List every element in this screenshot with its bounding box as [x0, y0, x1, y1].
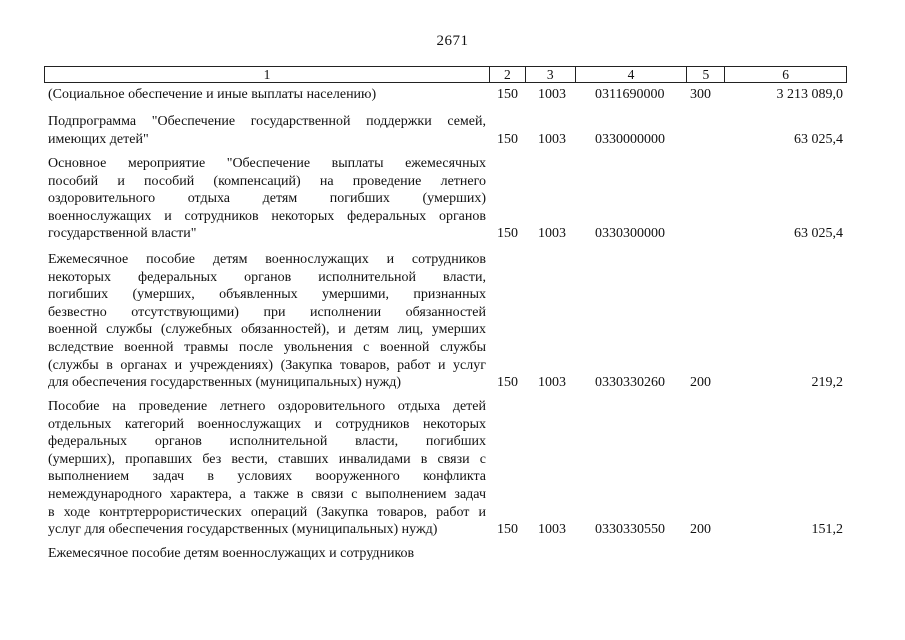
col-3-value: 1003 — [538, 522, 566, 538]
header-col-5: 5 — [687, 67, 725, 82]
row-description — [48, 398, 486, 539]
row-description — [48, 86, 486, 104]
description-line: военнослужащих и сотрудников некоторых федеральных органов — [48, 208, 486, 224]
row-description — [48, 251, 486, 392]
col-2-value: 150 — [497, 226, 518, 242]
col-2-value: 150 — [497, 522, 518, 538]
col-4-value: 0311690000 — [595, 87, 665, 102]
col-6-value: 219,2 — [811, 375, 843, 391]
description-line: (умерших), пропавших без вести, ставших инвалидами в связи с — [48, 451, 486, 467]
description-line: для обеспечения государственных (муниципальных) нужд) — [48, 375, 402, 391]
col-6-value: 63 025,4 — [794, 131, 843, 147]
header-col-4: 4 — [576, 67, 688, 82]
description-line: (службы в органах и учреждениях) (Закупка товаров, работ и услуг — [48, 357, 486, 373]
description-line: в ходе контртеррористических операций (Закупка товаров, работ и — [48, 504, 486, 520]
col-3-value: 1003 — [538, 131, 566, 147]
row-description — [48, 113, 486, 148]
header-col-3: 3 — [526, 67, 576, 82]
col-5-value: 200 — [690, 375, 711, 391]
col-4-value: 0330330550 — [595, 522, 665, 538]
description-line: Ежемесячное пособие детям военнослужащих и сотрудников — [48, 252, 486, 267]
col-6-value: 151,2 — [811, 522, 843, 538]
col-2-value: 150 — [497, 375, 518, 391]
description-line: федеральных органов исполнительной власти, погибших — [48, 434, 486, 450]
row-description — [48, 545, 486, 563]
description-line: безвестно отсутствующими) при исполнении обязанностей — [48, 304, 486, 320]
description-line: военной службы (служебных обязанностей), и детям лиц, умерших — [48, 322, 486, 338]
description-line: имеющих детей" — [48, 131, 149, 147]
description-line: Пособие на проведение летнего оздоровительного отдыха детей — [48, 399, 486, 414]
col-3-value: 1003 — [538, 87, 566, 102]
header-col-1: 1 — [45, 67, 490, 82]
description-line: Основное мероприятие "Обеспечение выплаты ежемесячных — [48, 156, 486, 171]
col-2-value: 150 — [497, 131, 518, 147]
page-number: 2671 — [436, 33, 469, 49]
description-line: отдельных категорий военнослужащих и сотрудников некоторых — [48, 416, 486, 432]
col-3-value: 1003 — [538, 226, 566, 242]
description-line: вследствие военной травмы после увольнения с военной службы — [48, 339, 486, 355]
description-line: Ежемесячное пособие детям военнослужащих и сотрудников — [48, 546, 415, 561]
description-line: немеждународного характера, а также в связи с выполнением задач — [48, 486, 486, 502]
description-line: Подпрограмма "Обеспечение государственной поддержки семей, — [48, 114, 486, 129]
description-line: некоторых федеральных органов исполнительной власти, — [48, 269, 486, 285]
description-line: (Социальное обеспечение и иные выплаты населению) — [48, 87, 377, 102]
col-6-value: 3 213 089,0 — [776, 87, 843, 102]
header-col-2: 2 — [490, 67, 526, 82]
description-line: погибших (умерших, объявленных умершими, признанных — [48, 287, 486, 303]
col-6-value: 63 025,4 — [794, 226, 843, 242]
col-2-value: 150 — [497, 87, 518, 102]
description-line: услуг для обеспечения государственных (муниципальных) нужд) — [48, 522, 438, 538]
row-description — [48, 155, 486, 243]
col-4-value: 0330000000 — [595, 131, 665, 147]
col-5-value: 200 — [690, 522, 711, 538]
col-3-value: 1003 — [538, 375, 566, 391]
description-line: пособий и пособий (компенсаций) на проведение летнего — [48, 173, 486, 189]
description-line: выполнением задач в условиях вооруженного конфликта — [48, 469, 486, 485]
description-line: государственной власти" — [48, 226, 197, 242]
col-4-value: 0330300000 — [595, 226, 665, 242]
col-4-value: 0330330260 — [595, 375, 665, 391]
description-line: оздоровительного отдыха детям погибших (умерших) — [48, 191, 486, 207]
header-col-6: 6 — [782, 67, 790, 82]
col-5-value: 300 — [690, 87, 711, 102]
